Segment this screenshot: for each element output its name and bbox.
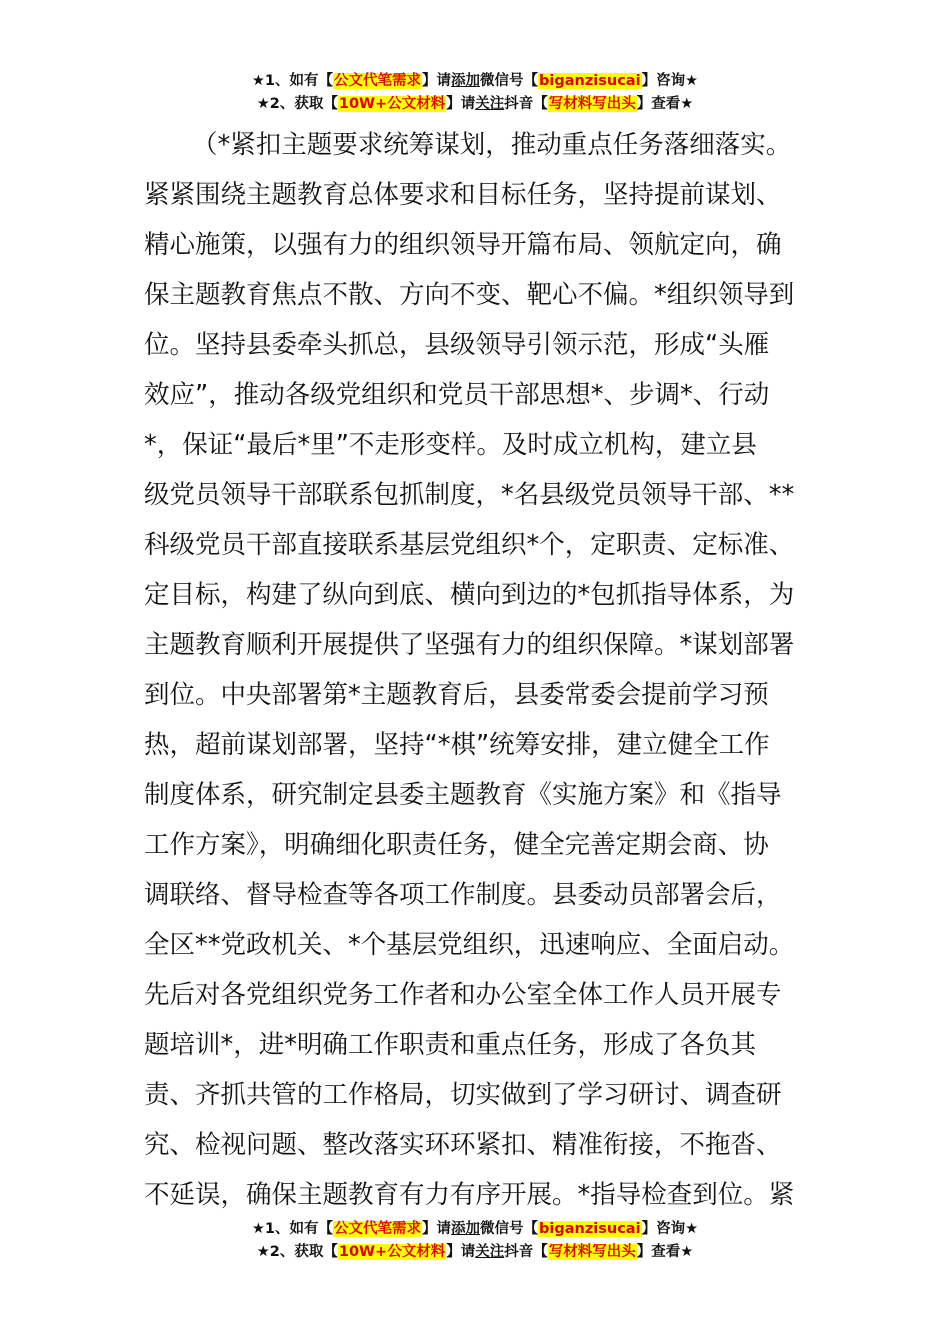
wechat-id: biganzisucai (539, 1221, 641, 1237)
body-line: 紧紧围绕主题教育总体要求和目标任务，坚持提前谋划、 (144, 180, 782, 210)
banner-text: 微信号【 (480, 73, 539, 89)
banner-text: 】查看★ (636, 1244, 694, 1260)
body-line: 级党员领导干部联系包抓制度，*名县级党员领导干部、** (144, 480, 795, 510)
banner-text: 】查看★ (636, 96, 694, 112)
banner-line-2 (0, 93, 950, 116)
douyin-account: 写材料写出头 (548, 96, 636, 112)
body-line: 到位。中央部署第*主题教育后，县委常委会提前学习预 (144, 680, 769, 710)
banner-text: 】请 (422, 73, 452, 89)
document-body (144, 120, 814, 1220)
body-line: 责、齐抓共管的工作格局，切实做到了学习研讨、调查研 (144, 1080, 782, 1110)
highlight-text: 10W+公文材料 (338, 96, 446, 112)
banner-text: ★2、获取【 (256, 1244, 338, 1260)
banner-text: 抖音【 (504, 1244, 548, 1260)
body-line: （*紧扣主题要求统筹谋划，推动重点任务落细落实。 (192, 130, 792, 160)
body-line: 保主题教育焦点不散、方向不变、靶心不偏。*组织领导到 (144, 280, 795, 310)
banner-text: 】请 (422, 1221, 452, 1237)
body-line: 工作方案》，明确细化职责任务，健全完善定期会商、协 (144, 830, 769, 860)
body-line: 效应”，推动各级党组织和党员干部思想*、步调*、行动 (144, 380, 770, 410)
body-line: 科级党员干部直接联系基层党组织*个，定职责、定标准、 (144, 530, 795, 560)
header-banner (0, 70, 950, 116)
body-line: 究、检视问题、整改落实环环紧扣、精准衔接，不拖沓、 (144, 1130, 782, 1160)
body-line: 题培训*，进*明确工作职责和重点任务，形成了各负其 (144, 1030, 757, 1060)
underlined-text: 添加 (451, 1221, 481, 1237)
body-line: 热，超前谋划部署，坚持“*棋”统筹安排，建立健全工作 (144, 730, 770, 760)
banner-text: 】请 (446, 96, 476, 112)
banner-text: ★2、获取【 (256, 96, 338, 112)
footer-banner (0, 1218, 950, 1264)
body-line: 先后对各党组织党务工作者和办公室全体工作人员开展专 (144, 980, 782, 1010)
banner-line-2 (0, 1241, 950, 1264)
banner-text: 】咨询★ (641, 73, 699, 89)
body-line: 定目标，构建了纵向到底、横向到边的*包抓指导体系，为 (144, 580, 795, 610)
body-line: 制度体系，研究制定县委主题教育《实施方案》和《指导 (144, 780, 782, 810)
underlined-text: 添加 (451, 73, 481, 89)
banner-text: 】请 (446, 1244, 476, 1260)
highlight-text: 公文代笔需求 (334, 1221, 422, 1237)
wechat-id: biganzisucai (539, 73, 641, 89)
banner-text: ★1、如有【 (251, 1221, 334, 1237)
body-line: 不延误，确保主题教育有力有序开展。*指导检查到位。紧 (144, 1180, 795, 1210)
banner-text: 】咨询★ (641, 1221, 699, 1237)
underlined-text: 关注 (475, 96, 505, 112)
banner-line-1 (0, 70, 950, 93)
banner-text: ★1、如有【 (251, 73, 334, 89)
body-line: *，保证“最后*里”不走形变样。及时成立机构，建立县 (144, 430, 757, 460)
highlight-text: 10W+公文材料 (338, 1244, 446, 1260)
body-line: 全区**党政机关、*个基层党组织，迅速响应、全面启动。 (144, 930, 795, 960)
douyin-account: 写材料写出头 (548, 1244, 636, 1260)
banner-line-1 (0, 1218, 950, 1241)
banner-text: 微信号【 (480, 1221, 539, 1237)
body-line: 调联络、督导检查等各项工作制度。县委动员部署会后， (144, 880, 782, 910)
highlight-text: 公文代笔需求 (334, 73, 422, 89)
body-line: 主题教育顺利开展提供了坚强有力的组织保障。*谋划部署 (144, 630, 795, 660)
body-line: 精心施策，以强有力的组织领导开篇布局、领航定向，确 (144, 230, 782, 260)
banner-text: 抖音【 (504, 96, 548, 112)
body-line: 位。坚持县委牵头抓总，县级领导引领示范，形成“头雁 (144, 330, 770, 360)
underlined-text: 关注 (475, 1244, 505, 1260)
